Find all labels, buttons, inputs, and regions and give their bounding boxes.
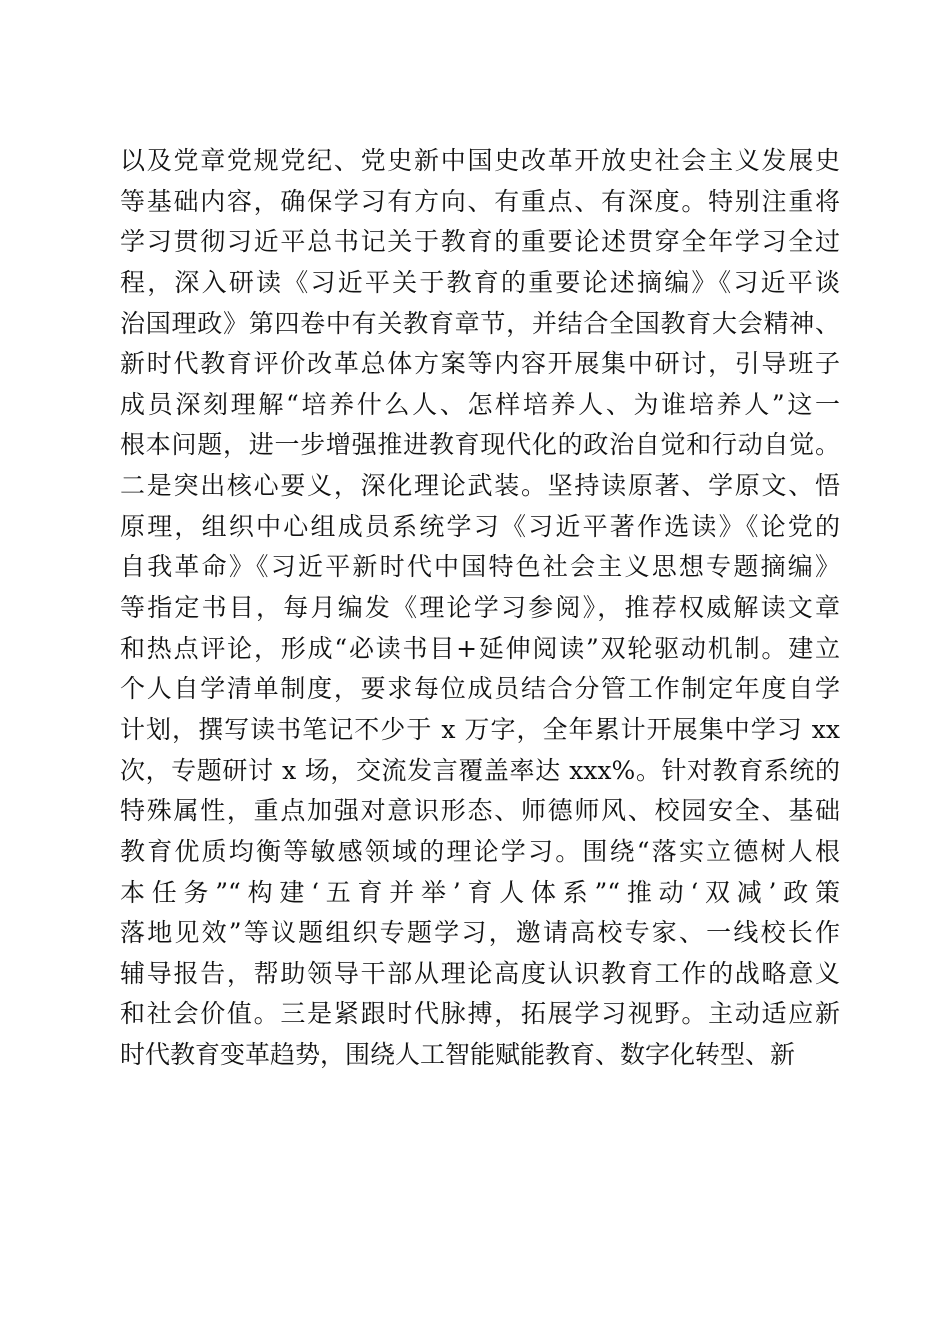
- text-line: 教育优质均衡等敏感领域的理论学习。围绕“落实立德树人根: [120, 836, 840, 866]
- text-line: 新时代教育评价改革总体方案等内容开展集中研讨，引导班子: [120, 349, 840, 379]
- text-line: 等指定书目，每月编发《理论学习参阅》，推荐权威解读文章: [120, 593, 840, 623]
- text-line: 个人自学清单制度，要求每位成员结合分管工作制定年度自学: [120, 674, 840, 704]
- text-line: 根本问题，进一步增强推进教育现代化的政治自觉和行动自觉。: [120, 430, 840, 460]
- text-line: 计划，撰写读书笔记不少于 x 万字，全年累计开展集中学习 xx: [120, 714, 840, 744]
- text-line: 和社会价值。三是紧跟时代脉搏，拓展学习视野。主动适应新: [120, 999, 840, 1029]
- text-line: 和热点评论，形成“必读书目+延伸阅读”双轮驱动机制。建立: [120, 633, 840, 663]
- text-line: 次，专题研讨 x 场，交流发言覆盖率达 xxx%。针对教育系统的: [120, 755, 840, 785]
- text-line: 原理，组织中心组成员系统学习《习近平著作选读》《论党的: [120, 511, 840, 541]
- body-paragraph: [120, 141, 840, 1076]
- text-line: 本任务”“构建‘五育并举’育人体系”“推动‘双减’政策: [120, 877, 840, 907]
- text-line: 落地见效”等议题组织专题学习，邀请高校专家、一线校长作: [120, 918, 840, 948]
- text-line: 自我革命》《习近平新时代中国特色社会主义思想专题摘编》: [120, 552, 840, 582]
- text-line: 二是突出核心要义，深化理论武装。坚持读原著、学原文、悟: [120, 471, 840, 501]
- text-line: 特殊属性，重点加强对意识形态、师德师风、校园安全、基础: [120, 796, 840, 826]
- text-line: 程，深入研读《习近平关于教育的重要论述摘编》《习近平谈: [120, 267, 840, 297]
- text-line: 时代教育变革趋势，围绕人工智能赋能教育、数字化转型、新: [120, 1040, 796, 1070]
- text-line: 治国理政》第四卷中有关教育章节，并结合全国教育大会精神、: [120, 308, 840, 338]
- text-line: 成员深刻理解“培养什么人、怎样培养人、为谁培养人”这一: [120, 389, 840, 419]
- text-line: 等基础内容，确保学习有方向、有重点、有深度。特别注重将: [120, 186, 840, 216]
- text-line: 以及党章党规党纪、党史新中国史改革开放史社会主义发展史: [120, 146, 840, 175]
- text-line: 学习贯彻习近平总书记关于教育的重要论述贯穿全年学习全过: [120, 227, 840, 257]
- text-line: 辅导报告，帮助领导干部从理论高度认识教育工作的战略意义: [120, 958, 840, 988]
